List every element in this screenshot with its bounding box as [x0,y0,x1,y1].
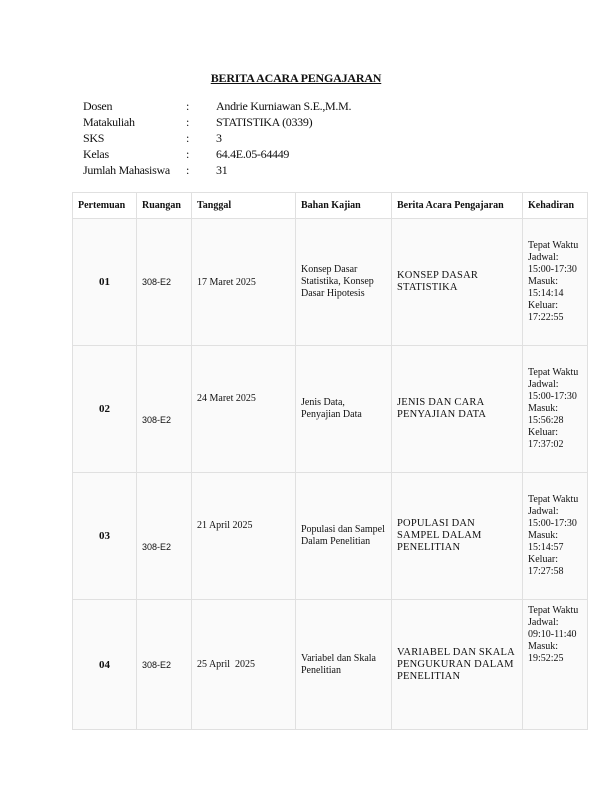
cell-kehadiran [523,473,588,600]
info-value: Andrie Kurniawan S.E.,M.M. [216,99,352,113]
info-row-dosen [83,98,351,114]
info-label: SKS [83,131,105,145]
cell-ruangan: 308-E2 [137,219,192,346]
attendance-schedule: Jadwal: 09:10-11:40 [528,617,577,640]
cell-berita-acara: JENIS DAN CARA PENYAJIAN DATA [392,346,523,473]
attendance-status: Tepat Waktu [528,367,579,378]
header-berita-acara: Berita Acara Pengajaran [392,193,523,219]
info-row-matakuliah [83,114,351,130]
attendance-status: Tepat Waktu [528,494,579,505]
header-ruangan: Ruangan [137,193,192,219]
header-bahan-kajian: Bahan Kajian [296,193,392,219]
info-separator: : [186,163,190,177]
cell-tanggal [192,473,296,600]
cell-pertemuan: 03 [73,473,137,600]
table-row [73,600,588,730]
header-pertemuan: Pertemuan [73,193,137,219]
cell-tanggal: 17 Maret 2025 [192,219,296,346]
attendance-status: Tepat Waktu [528,240,579,251]
info-value: 64.4E.05-64449 [216,147,290,161]
attendance-check-out: Keluar: 17:22:55 [528,300,564,323]
header-kehadiran: Kehadiran [523,193,588,219]
attendance-check-in: Masuk: 15:56:28 [528,403,564,426]
cell-bahan-kajian: Konsep Dasar Statistika, Konsep Dasar Hipotesis [296,219,392,346]
attendance-check-out: Keluar: 17:37:02 [528,427,564,450]
info-value: STATISTIKA (0339) [216,115,313,129]
info-row-jumlah-mahasiswa [83,162,351,178]
cell-bahan-kajian: Variabel dan Skala Penelitian [296,600,392,730]
cell-ruangan [137,473,192,600]
table-row [73,473,588,600]
info-value: 31 [216,163,228,177]
info-separator: : [186,147,190,161]
info-value: 3 [216,131,222,145]
cell-ruangan [137,346,192,473]
room-label: 308-E2 [142,415,172,425]
cell-berita-acara: POPULASI DAN SAMPEL DALAM PENELITIAN [392,473,523,600]
date-label: 24 Maret 2025 [197,392,256,404]
attendance-schedule: Jadwal: 15:00-17:30 [528,252,577,275]
attendance-check-in: Masuk: 15:14:14 [528,276,564,299]
info-row-kelas [83,146,351,162]
cell-pertemuan: 02 [73,346,137,473]
attendance-check-in: Masuk: 19:52:25 [528,641,564,664]
course-info [83,98,351,178]
cell-kehadiran [523,600,588,730]
cell-kehadiran [523,346,588,473]
teaching-record-table [72,192,588,730]
cell-pertemuan: 01 [73,219,137,346]
info-separator: : [186,99,190,113]
cell-tanggal: 25 April 2025 [192,600,296,730]
page-title: BERITA ACARA PENGAJARAN [210,71,382,85]
attendance-status: Tepat Waktu [528,605,579,616]
info-row-sks [83,130,351,146]
attendance-schedule: Jadwal: 15:00-17:30 [528,379,577,402]
table-row [73,219,588,346]
cell-tanggal [192,346,296,473]
date-label: 21 April 2025 [197,519,253,531]
header-tanggal: Tanggal [192,193,296,219]
info-label: Dosen [83,99,113,113]
info-separator: : [186,131,190,145]
info-label: Kelas [83,147,109,161]
table-header-row [73,193,588,219]
cell-pertemuan: 04 [73,600,137,730]
cell-bahan-kajian: Populasi dan Sampel Dalam Penelitian [296,473,392,600]
cell-kehadiran [523,219,588,346]
cell-bahan-kajian: Jenis Data, Penyajian Data [296,346,392,473]
attendance-check-out: Keluar: 17:27:58 [528,554,564,577]
info-label: Jumlah Mahasiswa [83,163,170,177]
cell-ruangan: 308-E2 [137,600,192,730]
attendance-check-in: Masuk: 15:14:57 [528,530,564,553]
info-separator: : [186,115,190,129]
room-label: 308-E2 [142,542,172,552]
cell-berita-acara: KONSEP DASAR STATISTIKA [392,219,523,346]
attendance-schedule: Jadwal: 15:00-17:30 [528,506,577,529]
cell-berita-acara: VARIABEL DAN SKALA PENGUKURAN DALAM PENELITIAN [392,600,523,730]
info-label: Matakuliah [83,115,135,129]
table-row [73,346,588,473]
